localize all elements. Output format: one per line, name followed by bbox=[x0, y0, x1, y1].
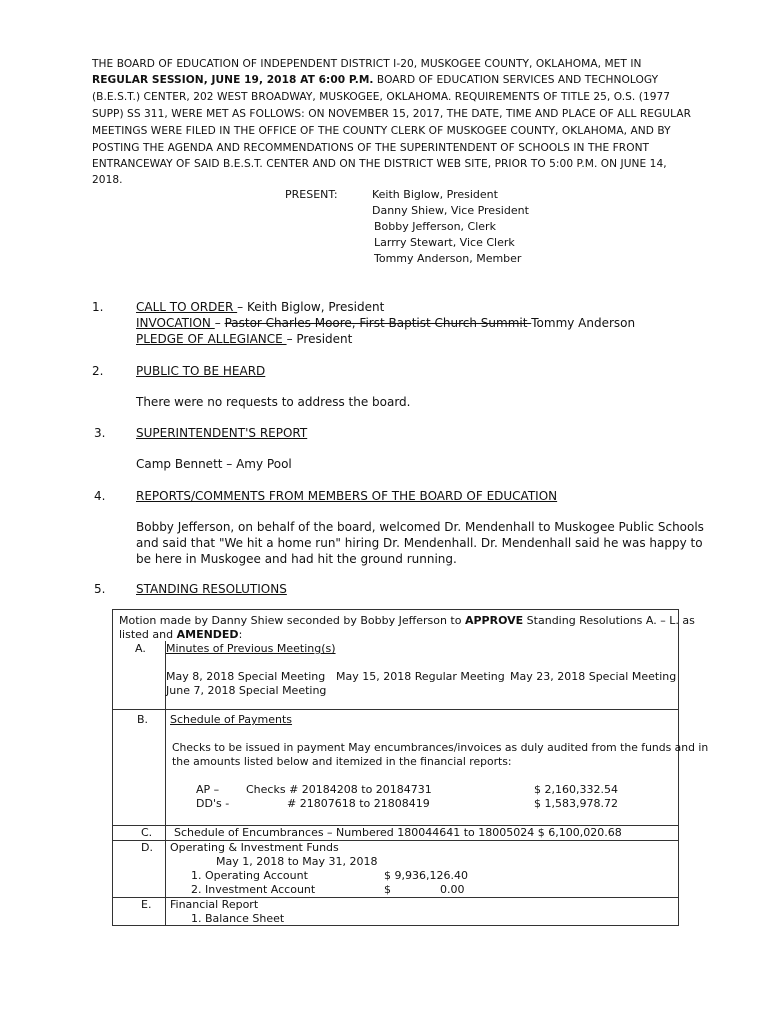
meeting-entry: May 8, 2018 Special Meeting bbox=[166, 670, 326, 683]
motion-post: Standing Resolutions A. – L. as bbox=[523, 614, 695, 627]
header-line: ENTRANCEWAY OF SAID B.E.S.T. CENTER AND ON THE DISTRICT WEB SITE, PRIOR TO 5:00 P.M. ON JUNE 14, bbox=[92, 158, 667, 170]
member-item: Larrry Stewart, Vice Clerk bbox=[374, 236, 515, 249]
item-number: 5. bbox=[94, 582, 106, 596]
ap-checks: Checks # 20184208 to 20184731 bbox=[246, 783, 432, 796]
item-number: 3. bbox=[94, 426, 106, 440]
dd-checks: # 21807618 to 21808419 bbox=[287, 797, 430, 810]
motion-text bbox=[119, 614, 695, 627]
item-text: be here in Muskogee and had hit the ground running. bbox=[136, 552, 457, 566]
operating-account-label: 1. Operating Account bbox=[191, 869, 308, 882]
header-line: SUPP) SS 311, WERE MET AS FOLLOWS: ON NOVEMBER 15, 2017, THE DATE, TIME AND PLACE OF ALL REGULAR bbox=[92, 108, 691, 120]
resolution-letter: A. bbox=[135, 642, 146, 655]
investment-account-label: 2. Investment Account bbox=[191, 883, 316, 896]
meeting-entry: June 7, 2018 Special Meeting bbox=[166, 684, 327, 697]
item-number: 4. bbox=[94, 489, 106, 503]
resolution-title: Schedule of Payments bbox=[170, 713, 293, 726]
motion-line2-pre: listed and bbox=[119, 628, 177, 641]
member-item: Keith Biglow, President bbox=[372, 188, 498, 201]
operating-account-amount: $ 9,936,126.40 bbox=[384, 869, 468, 882]
call-to-order-label: CALL TO ORDER bbox=[136, 300, 238, 314]
resolution-text: Checks to be issued in payment May encumbrances/invoices as duly audited from the funds and in bbox=[172, 741, 709, 754]
item-heading: PUBLIC TO BE HEARD bbox=[136, 364, 266, 378]
pledge-text: – President bbox=[286, 332, 353, 346]
invocation-line bbox=[136, 316, 635, 330]
meeting-entry: May 23, 2018 Special Meeting bbox=[510, 670, 677, 683]
call-to-order-text: – Keith Biglow, President bbox=[237, 300, 385, 314]
item-number: 1. bbox=[92, 300, 104, 314]
header-line: (B.E.S.T.) CENTER, 202 WEST BROADWAY, MUSKOGEE, OKLAHOMA. REQUIREMENTS OF TITLE 25, O.S. (1977 bbox=[92, 91, 671, 103]
header-line bbox=[92, 74, 658, 86]
investment-dollar-sign: $ bbox=[384, 883, 391, 896]
pledge-label: PLEDGE OF ALLEGIANCE bbox=[136, 332, 287, 346]
invocation-label: INVOCATION bbox=[136, 316, 215, 330]
item-number: 2. bbox=[92, 364, 104, 378]
resolution-title: Operating & Investment Funds bbox=[170, 841, 339, 854]
member-item: Bobby Jefferson, Clerk bbox=[374, 220, 496, 233]
resolution-letter: B. bbox=[137, 713, 149, 726]
item-text: There were no requests to address the board. bbox=[136, 395, 411, 409]
item-text: and said that "We hit a home run" hiring Dr. Mendenhall. Dr. Mendenhall said he was happy to bbox=[136, 536, 703, 550]
dd-amount: $ 1,583,978.72 bbox=[534, 797, 618, 810]
header-line: 2018. bbox=[92, 174, 123, 186]
present-label: PRESENT: bbox=[285, 188, 338, 201]
period-text: May 1, 2018 to May 31, 2018 bbox=[216, 855, 378, 868]
header-line-rest: BOARD OF EDUCATION SERVICES AND TECHNOLOGY bbox=[373, 74, 659, 86]
invocation-dash: – bbox=[214, 316, 225, 330]
pledge-line bbox=[136, 332, 352, 346]
meeting-session-bold: REGULAR SESSION, JUNE 19, 2018 AT 6:00 P.M. bbox=[92, 74, 374, 86]
item-text: Camp Bennett – Amy Pool bbox=[136, 457, 292, 471]
call-to-order-line bbox=[136, 300, 384, 314]
motion-text bbox=[119, 628, 242, 641]
member-item: Tommy Anderson, Member bbox=[374, 252, 522, 265]
resolution-letter: E. bbox=[141, 898, 152, 911]
header-line: MEETINGS WERE FILED IN THE OFFICE OF THE COUNTY CLERK OF MUSKOGEE COUNTY, OKLAHOMA, AND BY bbox=[92, 125, 671, 137]
ap-amount: $ 2,160,332.54 bbox=[534, 783, 618, 796]
item-heading: STANDING RESOLUTIONS bbox=[136, 582, 287, 596]
resolution-letter: D. bbox=[141, 841, 153, 854]
motion-line2-post: : bbox=[238, 628, 243, 641]
resolution-title: Financial Report bbox=[170, 898, 259, 911]
resolution-title: Minutes of Previous Meeting(s) bbox=[166, 642, 336, 655]
member-item: Danny Shiew, Vice President bbox=[372, 204, 529, 217]
motion-approve: APPROVE bbox=[464, 614, 524, 627]
motion-amended: AMENDED bbox=[176, 628, 239, 641]
header-line: POSTING THE AGENDA AND RECOMMENDATIONS OF THE SUPERINTENDENT OF SCHOOLS IN THE FRONT bbox=[92, 142, 650, 154]
header-line: THE BOARD OF EDUCATION OF INDEPENDENT DISTRICT I-20, MUSKOGEE COUNTY, OKLAHOMA, MET IN bbox=[92, 58, 642, 70]
resolution-letter: C. bbox=[141, 826, 153, 839]
item-heading: SUPERINTENDENT'S REPORT bbox=[136, 426, 308, 440]
meeting-entry: May 15, 2018 Regular Meeting bbox=[336, 670, 505, 683]
item-heading: REPORTS/COMMENTS FROM MEMBERS OF THE BOARD OF EDUCATION bbox=[136, 489, 558, 503]
resolution-text: Schedule of Encumbrances – Numbered 180044641 to 18005024 $ 6,100,020.68 bbox=[174, 826, 622, 839]
resolution-text: the amounts listed below and itemized in the financial reports: bbox=[172, 755, 512, 768]
invocation-text: Tommy Anderson bbox=[531, 316, 636, 330]
motion-pre: Motion made by Danny Shiew seconded by Bobby Jefferson to bbox=[119, 614, 465, 627]
ap-label: AP – bbox=[196, 783, 220, 796]
investment-account-amount: 0.00 bbox=[440, 883, 465, 896]
dd-label: DD's - bbox=[196, 797, 230, 810]
resolution-subitem: 1. Balance Sheet bbox=[191, 912, 285, 925]
invocation-struck-text: Pastor Charles Moore, First Baptist Church Summit bbox=[224, 316, 532, 330]
row-divider bbox=[112, 709, 679, 710]
item-text: Bobby Jefferson, on behalf of the board, welcomed Dr. Mendenhall to Muskogee Public Schools bbox=[136, 520, 704, 534]
